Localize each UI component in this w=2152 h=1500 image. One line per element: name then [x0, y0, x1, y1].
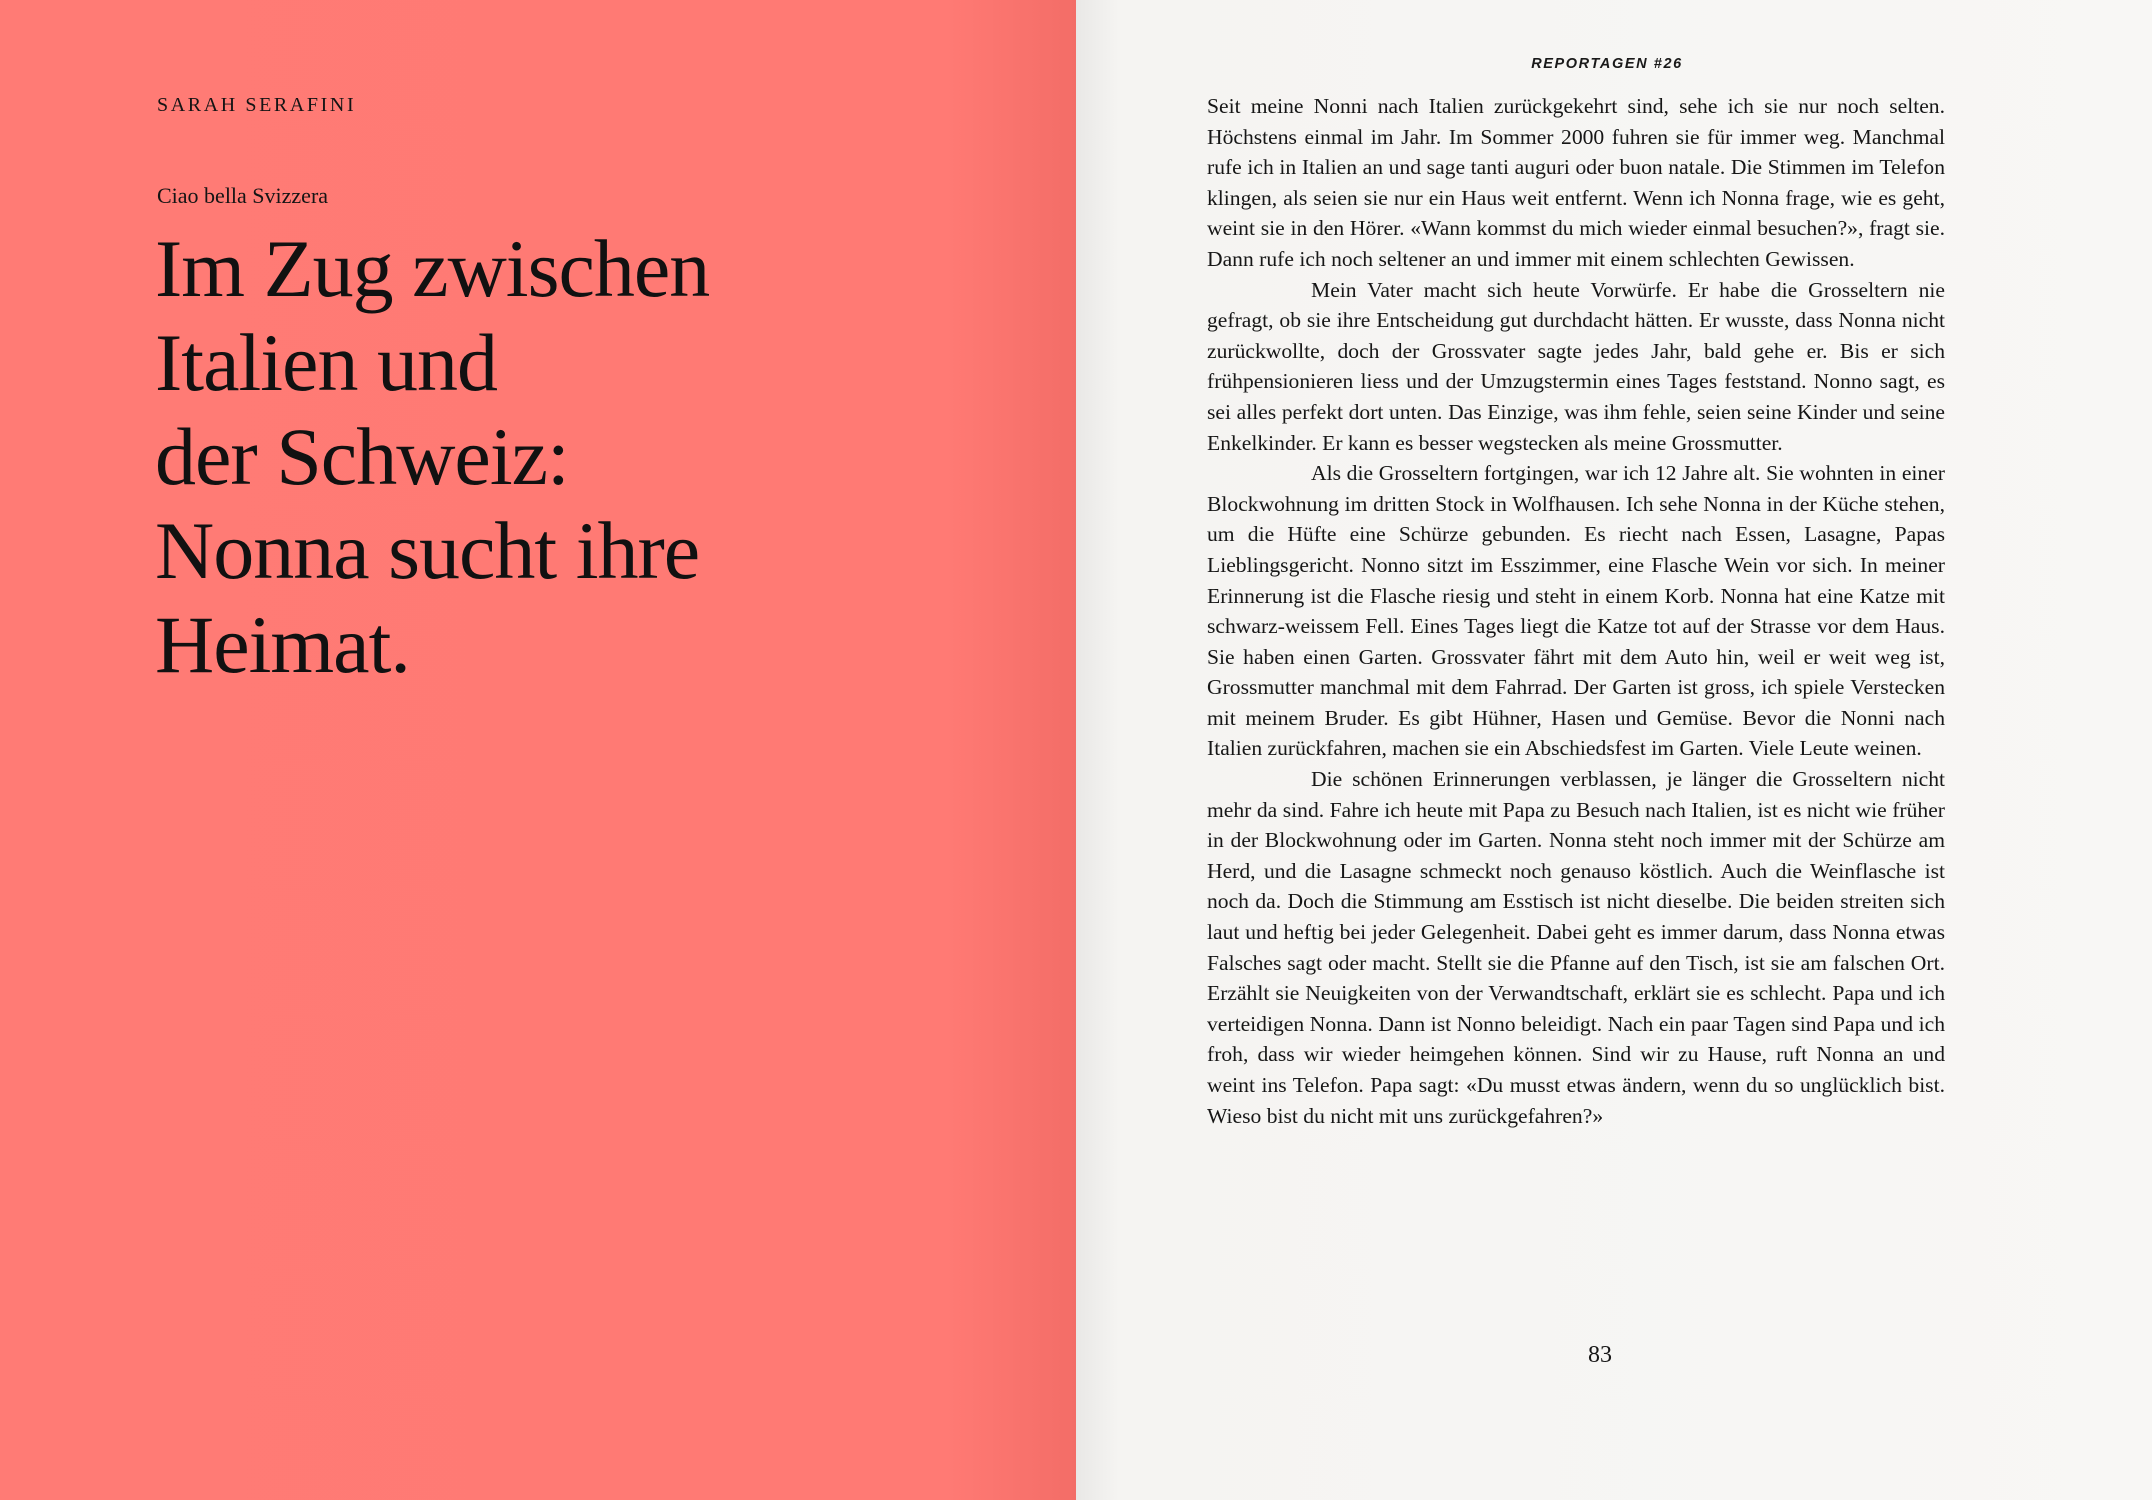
headline-line: Nonna sucht ihre	[155, 505, 700, 596]
running-head: REPORTAGEN #26	[1531, 56, 1683, 72]
headline	[155, 222, 1035, 692]
body-paragraph: Mein Vater macht sich heute Vorwürfe. Er habe die Grosseltern nie gefragt, ob sie ihre Entscheidung gut durchdacht hätten. Er wusste, dass Nonna nicht zurückwollte, doch der Grossvater sagte jedes Jahr, bald gehe er. Bis er sich frühpensionieren liess und der Umzugstermin eines Tages feststand. Nonno sagt, es sei alles perfekt dort unten. Das Einzige, was ihm fehle, seien seine Kinder und seine Enkelkinder. Er kann es besser wegstecken als meine Grossmutter.	[1207, 277, 1945, 455]
headline-line: der Schweiz:	[155, 411, 569, 502]
headline-line: Im Zug zwischen	[155, 223, 710, 314]
body-paragraph: Als die Grosseltern fortgingen, war ich 12 Jahre alt. Sie wohnten in einer Blockwohnung im dritten Stock in Wolfhausen. Ich sehe Nonna in der Küche stehen, um die Hüfte eine Schürze gebunden. Es riecht nach Essen, Lasagne, Papas Lieblingsgericht. Nonno sitzt im Esszimmer, eine Flasche Wein vor sich. In meiner Erinnerung ist die Flasche riesig und steht in einem Korb. Nonna hat eine Katze mit schwarz-weissem Fell. Eines Tages liegt die Katze tot auf der Strasse vor dem Haus. Sie haben einen Garten. Grossvater fährt mit dem Auto hin, weil er weit weg ist, Grossmutter manchmal mit dem Fahrrad. Der Garten ist gross, ich spiele Verstecken mit meinem Bruder. Es gibt Hühner, Hasen und Gemüse. Bevor die Nonni nach Italien zurückfahren, machen sie ein Abschiedsfest im Garten. Viele Leute weinen.	[1207, 461, 1945, 761]
page-number: 83	[1588, 1342, 1612, 1368]
headline-line: Heimat.	[155, 599, 410, 690]
article-body	[1207, 91, 1945, 1131]
body-paragraph: Die schönen Erinnerungen verblassen, je länger die Grosseltern nicht mehr da sind. Fahre ich heute mit Papa zu Besuch nach Italien, ist es nicht wie früher in der Blockwohnung oder im Garten. Nonna steht noch immer mit der Schürze am Herd, und die Lasagne schmeckt noch genauso köstlich. Auch die Weinflasche ist noch da. Doch die Stimmung am Esstisch ist nicht dieselbe. Die beiden streiten sich laut und heftig bei jeder Gelegenheit. Dabei geht es immer darum, dass Nonna etwas Falsches sagt oder macht. Stellt sie die Pfanne auf den Tisch, ist sie am falschen Ort. Erzählt sie Neuigkeiten von der Verwandtschaft, erklärt sie es schlecht. Papa und ich verteidigen Nonna. Dann ist Nonno beleidigt. Nach ein paar Tagen sind Papa und ich froh, dass wir wieder heimgehen können. Sind wir zu Hause, ruft Nonna an und weint ins Telefon. Papa sagt: «Du musst etwas ändern, wenn du so unglücklich bist. Wieso bist du nicht mit uns zurückgefahren?»	[1207, 767, 1945, 1128]
author-name: SARAH SERAFINI	[157, 94, 357, 116]
body-paragraph: Seit meine Nonni nach Italien zurückgekehrt sind, sehe ich sie nur noch selten. Höchstens einmal im Jahr. Im Sommer 2000 fuhren sie für immer weg. Manchmal rufe ich in Italien an und sage tanti auguri oder buon natale. Die Stimmen im Telefon klingen, als seien sie nur ein Haus weit entfernt. Wenn ich Nonna frage, wie es geht, weint sie in den Hörer. «Wann kommst du mich wieder einmal besuchen?», fragt sie. Dann rufe ich noch seltener an und immer mit einem schlechten Gewissen.	[1207, 94, 1945, 271]
kicker: Ciao bella Svizzera	[157, 183, 329, 208]
headline-line: Italien und	[155, 317, 497, 408]
